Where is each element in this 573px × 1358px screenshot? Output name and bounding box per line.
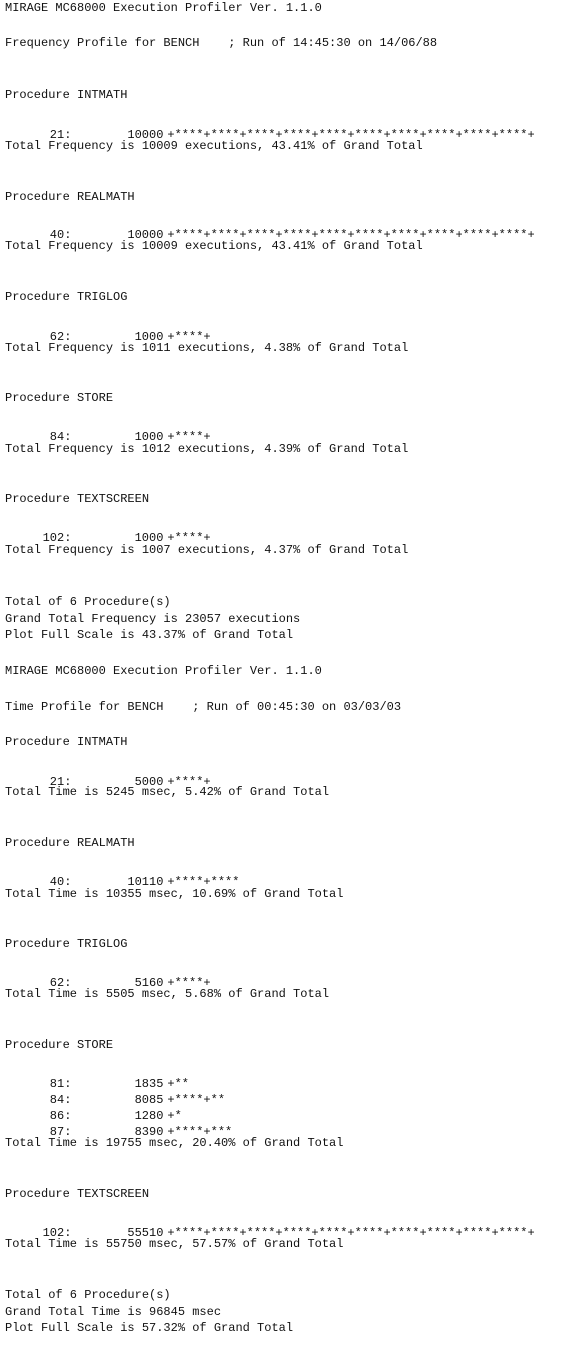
procedure-title: Procedure STORE (5, 391, 114, 405)
procedure-total: Total Time is 55750 msec, 57.57% of Grand Total (5, 1237, 344, 1251)
profile-row (5, 114, 570, 142)
time-value: 8085 (134, 1093, 164, 1107)
procedure-total: Total Frequency is 1011 executions, 4.38% of Grand Total (5, 341, 409, 355)
line-number: 87: (49, 1125, 72, 1139)
profile-row (5, 1063, 570, 1091)
procedure-total: Total Frequency is 10009 executions, 43.41% of Grand Total (5, 139, 423, 153)
line-number: 21: (49, 128, 72, 142)
line-number: 40: (49, 228, 72, 242)
histogram-bar: +****+ (167, 330, 211, 344)
line-number: 84: (49, 1093, 72, 1107)
histogram-bar: +****+ (167, 775, 211, 789)
procedure-title: Procedure STORE (5, 1038, 114, 1052)
profile-subheader: Time Profile for BENCH ; Run of 00:45:30 on 03/03/03 (5, 700, 402, 714)
histogram-bar: +****+ (167, 531, 211, 545)
procedure-total: Total Frequency is 1012 executions, 4.39% of Grand Total (5, 442, 409, 456)
procedure-title: Procedure INTMATH (5, 88, 128, 102)
procedure-title: Procedure TRIGLOG (5, 290, 128, 304)
line-number: 102: (42, 531, 72, 545)
time-value: 1280 (134, 1109, 164, 1123)
line-number: 86: (49, 1109, 72, 1123)
histogram-bar: +****+****+****+****+****+****+****+****+****+****+ (167, 228, 535, 242)
profile-header: MIRAGE MC68000 Execution Profiler Ver. 1.1.0 (5, 1, 322, 15)
profile-row (5, 1079, 570, 1107)
profile-row (5, 761, 570, 789)
time-value: 5000 (134, 775, 164, 789)
line-number: 62: (49, 330, 72, 344)
histogram-bar: +****+**** (167, 875, 240, 889)
line-number: 102: (42, 1226, 72, 1240)
procedure-total: Total Time is 10355 msec, 10.69% of Grand Total (5, 887, 344, 901)
profile-row (5, 316, 570, 344)
profile-header: MIRAGE MC68000 Execution Profiler Ver. 1.1.0 (5, 664, 322, 678)
histogram-bar: +****+ (167, 430, 211, 444)
procedure-title: Procedure REALMATH (5, 190, 135, 204)
profile-row (5, 1111, 570, 1139)
histogram-bar: +* (167, 1109, 182, 1123)
summary-line: Grand Total Time is 96845 msec (5, 1305, 222, 1319)
profile-subheader: Frequency Profile for BENCH ; Run of 14:45:30 on 14/06/88 (5, 36, 438, 50)
procedure-title: Procedure REALMATH (5, 836, 135, 850)
time-value: 10110 (127, 875, 164, 889)
procedure-total: Total Time is 5505 msec, 5.68% of Grand Total (5, 987, 330, 1001)
histogram-bar: +****+** (167, 1093, 226, 1107)
profile-row (5, 962, 570, 990)
profile-row (5, 214, 570, 242)
histogram-bar: +** (167, 1077, 190, 1091)
count-value: 10000 (127, 228, 164, 242)
summary-line: Plot Full Scale is 43.37% of Grand Total (5, 628, 294, 642)
count-value: 10000 (127, 128, 164, 142)
count-value: 1000 (134, 430, 164, 444)
line-number: 40: (49, 875, 72, 889)
procedure-total: Total Frequency is 1007 executions, 4.37% of Grand Total (5, 543, 409, 557)
procedure-title: Procedure TEXTSCREEN (5, 1187, 150, 1201)
histogram-bar: +****+****+****+****+****+****+****+****+****+****+ (167, 1226, 535, 1240)
procedure-total: Total Time is 5245 msec, 5.42% of Grand Total (5, 785, 330, 799)
summary-line: Total of 6 Procedure(s) (5, 595, 171, 609)
procedure-title: Procedure TEXTSCREEN (5, 492, 150, 506)
line-number: 21: (49, 775, 72, 789)
procedure-title: Procedure INTMATH (5, 735, 128, 749)
count-value: 1000 (134, 330, 164, 344)
profile-row (5, 416, 570, 444)
profile-row (5, 517, 570, 545)
profile-row (5, 1212, 570, 1240)
procedure-title: Procedure TRIGLOG (5, 937, 128, 951)
line-number: 62: (49, 976, 72, 990)
histogram-bar: +****+*** (167, 1125, 233, 1139)
time-value: 5160 (134, 976, 164, 990)
summary-line: Total of 6 Procedure(s) (5, 1288, 171, 1302)
procedure-total: Total Frequency is 10009 executions, 43.41% of Grand Total (5, 239, 423, 253)
line-number: 81: (49, 1077, 72, 1091)
procedure-total: Total Time is 19755 msec, 20.40% of Grand Total (5, 1136, 344, 1150)
time-value: 1835 (134, 1077, 164, 1091)
summary-line: Plot Full Scale is 57.32% of Grand Total (5, 1321, 294, 1335)
histogram-bar: +****+****+****+****+****+****+****+****+****+****+ (167, 128, 535, 142)
line-number: 84: (49, 430, 72, 444)
histogram-bar: +****+ (167, 976, 211, 990)
summary-line: Grand Total Frequency is 23057 executions (5, 612, 301, 626)
profile-row (5, 1095, 570, 1123)
count-value: 1000 (134, 531, 164, 545)
profile-row (5, 861, 570, 889)
time-value: 8390 (134, 1125, 164, 1139)
time-value: 55510 (127, 1226, 164, 1240)
